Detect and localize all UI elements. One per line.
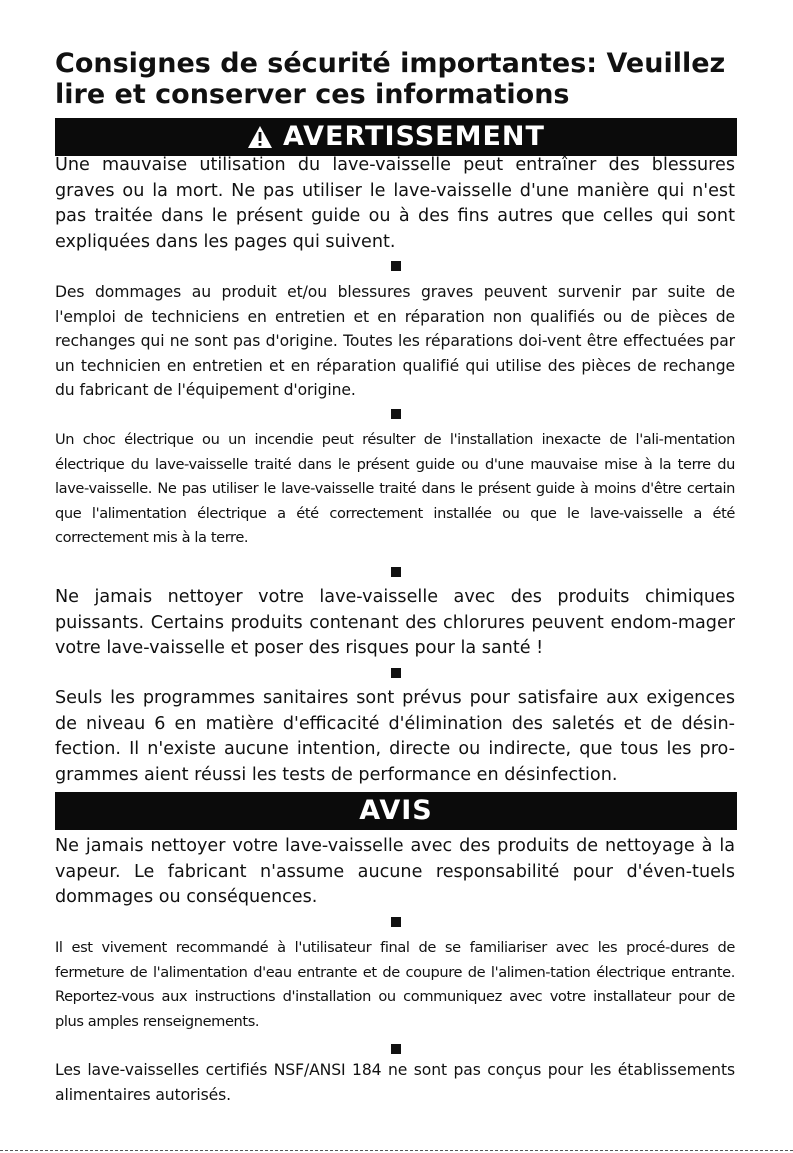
notice-paragraph: Il est vivement recommandé à l'utilisateur final de se familiariser avec les procé-dures de fermeture de l'alimentation d'eau entrante et de coupure de l'alimen-tation électrique entrante. Reportez-vous aux instructions d'installation ou communiquez avec votre installateur pour de plus amples renseignements. [55,939,735,1030]
page-title: Consignes de sécurité importantes: Veuillez lire et conserver ces informations [55,48,726,110]
notice-paragraph: Les lave-vaisselles certifiés NSF/ANSI 184 ne sont pas conçus pour les établissements alimentaires autorisés. [55,1061,735,1104]
warning-banner [55,118,737,156]
separator-square [391,261,401,271]
warning-paragraph: Un choc électrique ou un incendie peut résulter de l'installation inexacte de l'ali-mentation électrique du lave-vaisselle traité dans le présent guide ou d'une mauvaise mise à la terre du lave-vaisselle. Ne pas utiliser le lave-vaisselle traité dans le présent guide à moins d'être certain que l'alimentation électrique a été correctement installée ou que le lave-vaisselle a été correctement mis à la terre. [55,431,735,547]
warning-paragraph: Seuls les programmes sanitaires sont prévus pour satisfaire aux exigences de niveau 6 en matière d'efficacité d'élimination des saletés et de désin-fection. Il n'existe aucune intention, directe ou indirecte, que tous les pro-grammes aient réussi les tests de performance en désinfection. [55,688,735,785]
notice-banner [55,792,737,830]
separator-square [391,668,401,678]
separator-square [391,1044,401,1054]
separator-square [391,567,401,577]
notice-paragraph: Ne jamais nettoyer votre lave-vaisselle avec des produits de nettoyage à la vapeur. Le fabricant n'assume aucune responsabilité pour d'éven-tuels dommages ou conséquences. [55,836,735,907]
warning-paragraph: Une mauvaise utilisation du lave-vaisselle peut entraîner des blessures graves ou la mort. Ne pas utiliser le lave-vaisselle d'une manière qui n'est pas traitée dans le présent guide ou à des fins autres que celles qui sont expliquées dans les pages qui suivent. [55,155,735,252]
warning-banner-label: AVERTISSEMENT [283,121,545,152]
separator-square [391,917,401,927]
separator-square [391,409,401,419]
warning-paragraph: Des dommages au produit et/ou blessures graves peuvent survenir par suite de l'emploi de techniciens en entretien et en réparation non qualifiés ou de pièces de rechanges qui ne sont pas d'origine. Toutes les réparations doi-vent être effectuées par un technicien en entretien et en réparation qualifié qui utilise des pièces de rechange du fabricant de l'équipement d'origine. [55,283,735,399]
footer-rule [0,1150,793,1151]
warning-paragraph: Ne jamais nettoyer votre lave-vaisselle avec des produits chimiques puissants. Certains produits contenant des chlorures peuvent endom-mager votre lave-vaisselle et poser des risques pour la santé ! [55,587,735,658]
notice-banner-label: AVIS [359,795,433,826]
